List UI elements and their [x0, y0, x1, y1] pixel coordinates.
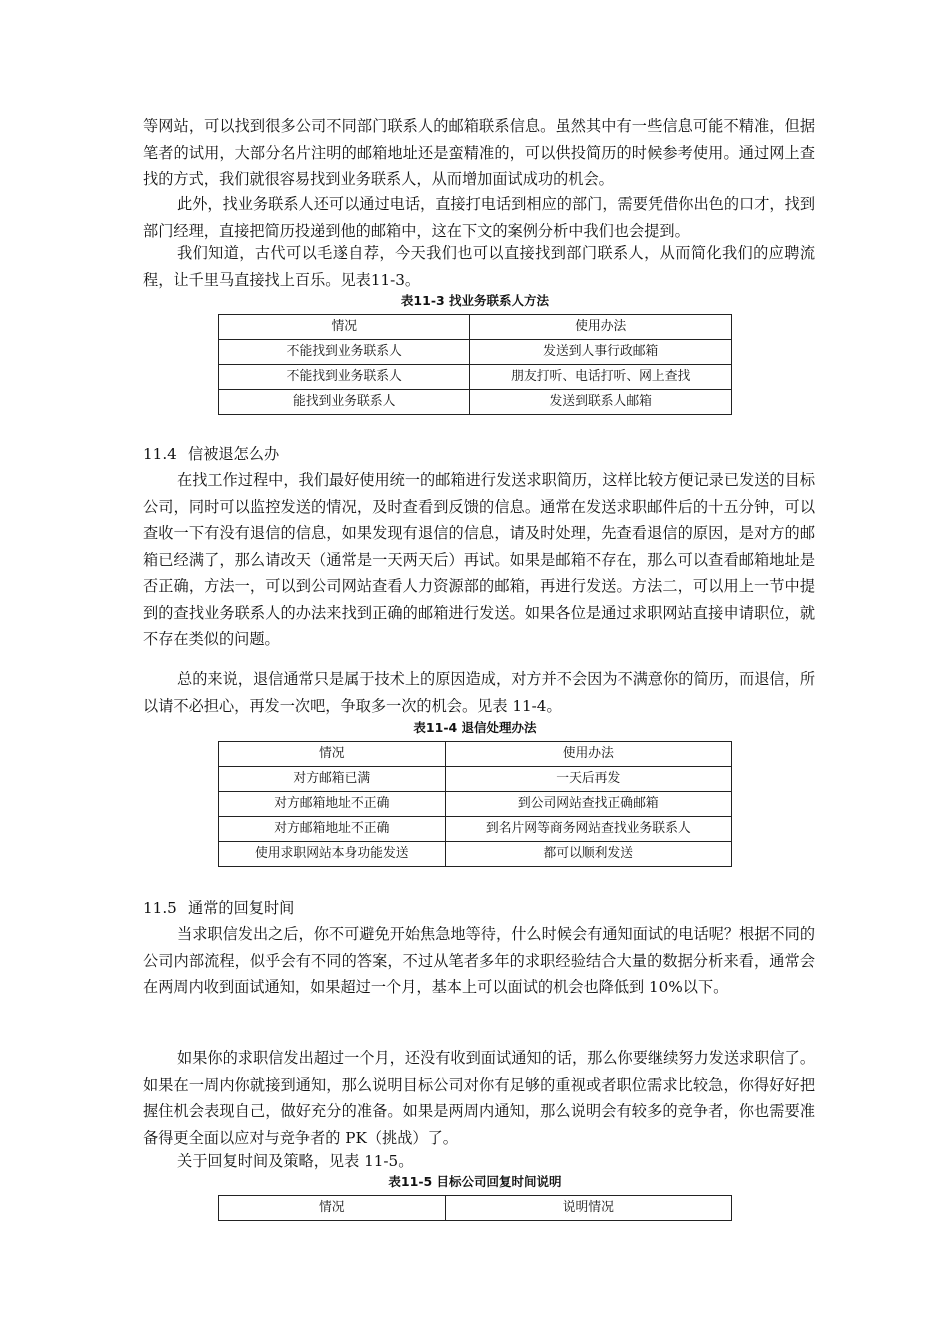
table-row — [219, 365, 732, 390]
table-header-cell: 情况 — [219, 1196, 446, 1221]
table-11-5 — [218, 1195, 732, 1221]
table-header-cell: 情况 — [219, 315, 470, 340]
table-cell: 使用求职网站本身功能发送 — [219, 842, 446, 867]
paragraph-bounce-summary: 总的来说，退信通常只是属于技术上的原因造成，对方并不会因为不满意你的简历，而退信，所以请不必担心，再发一次吧，争取多一次的机会。见表 11-4。 — [143, 670, 815, 715]
table-11-3-caption: 表11-3 找业务联系人方法 — [400, 293, 550, 308]
table-header-cell: 使用办法 — [445, 742, 731, 767]
table-row — [219, 767, 732, 792]
table-cell: 到公司网站查找正确邮箱 — [445, 792, 731, 817]
paragraph-reply-table-ref: 关于回复时间及策略，见表 11-5。 — [177, 1152, 414, 1170]
table-cell: 都可以顺利发送 — [445, 842, 731, 867]
table-row — [219, 792, 732, 817]
table-row — [219, 390, 732, 415]
table-cell: 对方邮箱地址不正确 — [219, 792, 446, 817]
paragraph-reply-time: 当求职信发出之后，你不可避免开始焦急地等待，什么时候会有通知面试的电话呢？根据不同的公司内部流程，似乎会有不同的答案，不过从笔者多年的求职经验结合大量的数据分析来看，通常会在两周内收到面试通知，如果超过一个月，基本上可以面试的机会也降低到 10%以下。 — [143, 925, 815, 996]
table-11-4-caption: 表11-4 退信处理办法 — [413, 720, 537, 735]
paragraph-recommend: 我们知道，古代可以毛遂自荐，今天我们也可以直接找到部门联系人，从而简化我们的应聘流程，让千里马直接找上百乐。见表11-3。 — [143, 244, 815, 289]
table-header-row — [219, 742, 732, 767]
table-cell: 对方邮箱已满 — [219, 767, 446, 792]
table-cell: 发送到人事行政邮箱 — [470, 340, 732, 365]
paragraph-reply-strategy: 如果你的求职信发出超过一个月，还没有收到面试通知的话，那么你要继续努力发送求职信了。如果在一周内你就接到通知，那么说明目标公司对你有足够的重视或者职位需求比较急，你得好好把握住机会表现自己，做好充分的准备。如果是两周内通知，那么说明会有较多的竞争者，你也需要准备得更全面以应对与竞争者的 PK（挑战）了。 — [143, 1049, 815, 1147]
section-number: 11.5 — [143, 899, 177, 917]
table-header-row — [219, 1196, 732, 1221]
table-header-row — [219, 315, 732, 340]
paragraph-phone: 此外，找业务联系人还可以通过电话，直接打电话到相应的部门，需要凭借你出色的口才，找到部门经理，直接把简历投递到他的邮箱中，这在下文的案例分析中我们也会提到。 — [143, 195, 815, 240]
table-cell: 不能找到业务联系人 — [219, 340, 470, 365]
paragraph-intro: 等网站，可以找到很多公司不同部门联系人的邮箱联系信息。虽然其中有一些信息可能不精准，但据笔者的试用，大部分名片注明的邮箱地址还是蛮精准的，可以供投简历的时候参考使用。通过网上查找的方式，我们就很容易找到业务联系人，从而增加面试成功的机会。 — [143, 117, 815, 188]
table-row — [219, 817, 732, 842]
table-11-3 — [218, 314, 732, 415]
table-cell: 朋友打听、电话打听、网上查找 — [470, 365, 732, 390]
table-cell: 对方邮箱地址不正确 — [219, 817, 446, 842]
table-cell: 不能找到业务联系人 — [219, 365, 470, 390]
section-heading-11-4 — [143, 441, 279, 467]
table-header-cell: 使用办法 — [470, 315, 732, 340]
table-header-cell: 情况 — [219, 742, 446, 767]
section-number: 11.4 — [143, 445, 177, 463]
table-cell: 到名片网等商务网站查找业务联系人 — [445, 817, 731, 842]
table-row — [219, 340, 732, 365]
table-cell: 发送到联系人邮箱 — [470, 390, 732, 415]
section-heading-11-5 — [143, 895, 294, 921]
section-title: 通常的回复时间 — [188, 899, 295, 917]
table-cell: 一天后再发 — [445, 767, 731, 792]
table-header-cell: 说明情况 — [445, 1196, 731, 1221]
table-11-4 — [218, 741, 732, 867]
paragraph-bounce: 在找工作过程中，我们最好使用统一的邮箱进行发送求职简历，这样比较方便记录已发送的目标公司，同时可以监控发送的情况，及时查看到反馈的信息。通常在发送求职邮件后的十五分钟，可以查收一下有没有退信的信息，如果发现有退信的信息，请及时处理，先查看退信的原因，是对方的邮箱已经满了，那么请改天（通常是一天两天后）再试。如果是邮箱不存在，那么可以查看邮箱地址是否正确，方法一，可以到公司网站查看人力资源部的邮箱，再进行发送。方法二，可以用上一节中提到的查找业务联系人的办法来找到正确的邮箱进行发送。如果各位是通过求职网站直接申请职位，就不存在类似的问题。 — [143, 471, 815, 648]
table-11-5-caption: 表11-5 目标公司回复时间说明 — [388, 1174, 562, 1189]
table-row — [219, 842, 732, 867]
section-title: 信被退怎么办 — [188, 445, 280, 463]
table-cell: 能找到业务联系人 — [219, 390, 470, 415]
